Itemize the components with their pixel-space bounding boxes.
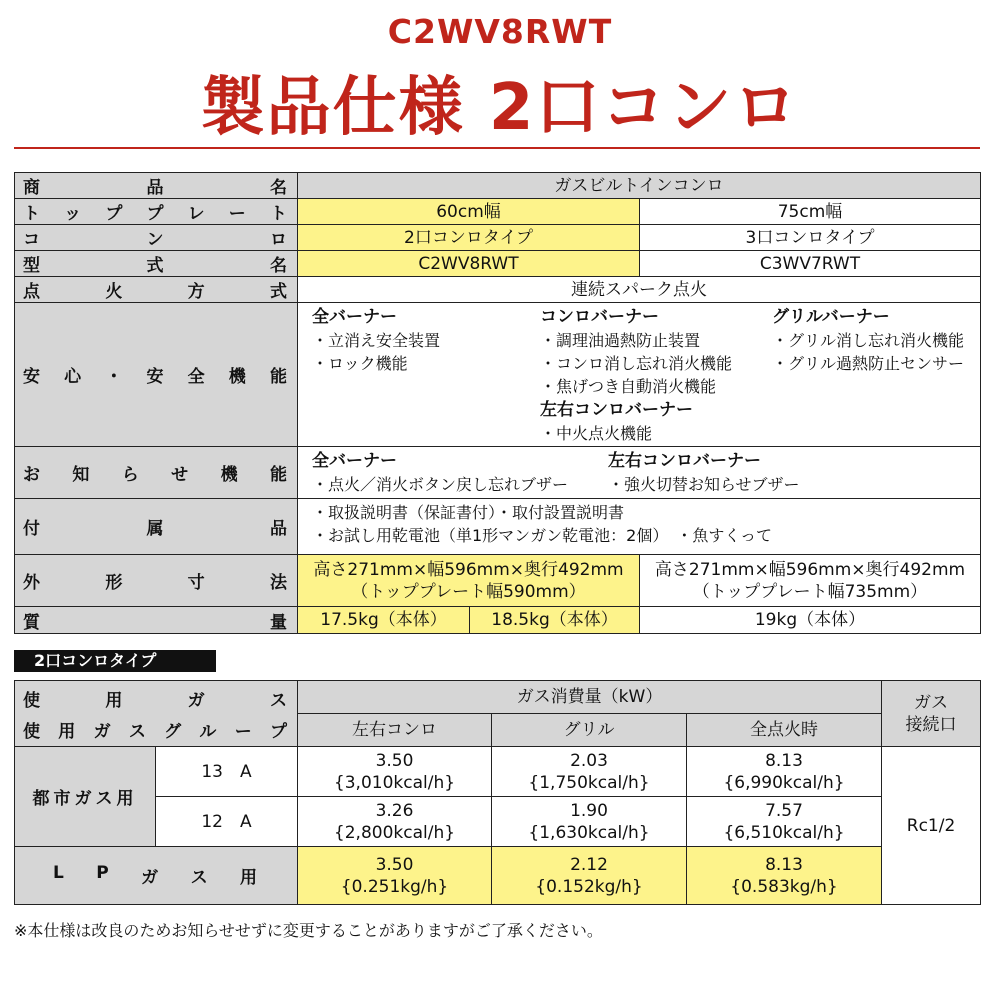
label-stove: コ ン ロ	[23, 230, 287, 250]
notice-all-item: ・点火／消火ボタン戻し忘れブザー	[312, 475, 569, 494]
row-notice	[15, 447, 981, 499]
label-weight: 質 量	[23, 612, 287, 633]
label-use-gas: 使 用 ガ ス	[23, 690, 287, 711]
label-accessory: 付 属 品	[23, 519, 287, 539]
row-dimension	[15, 555, 981, 607]
row-top-plate	[15, 199, 981, 225]
label-13a: 13 A	[156, 747, 298, 797]
spec-table	[14, 172, 981, 634]
safety-stove-item: ・調理油過熱防止装置	[540, 331, 701, 350]
value-accessory	[298, 499, 981, 555]
heading-divider	[14, 147, 980, 149]
row-ignition	[15, 277, 981, 303]
value-weight-3: 19kg（本体）	[640, 607, 981, 634]
safety-lr-item: ・中火点火機能	[540, 424, 653, 443]
value-stove-2: 2口コンロタイプ	[298, 225, 640, 251]
safety-stove-item: ・焦げつき自動消火機能	[540, 377, 717, 396]
safety-all-item: ・ロック機能	[312, 354, 408, 373]
cell-12a-total: 7.57 {6,510kcal/h}	[687, 797, 882, 847]
value-safety	[298, 303, 981, 447]
row-model	[15, 251, 981, 277]
value-weight-2: 18.5kg（本体）	[470, 607, 640, 634]
value-top-plate-75: 75cm幅	[640, 199, 981, 225]
label-safety: 安 心 ・ 安 全 機 能	[23, 367, 287, 387]
footnote: ※本仕様は改良のためお知らせせずに変更することがありますがご了承ください。	[14, 921, 603, 940]
gas-table	[14, 680, 981, 905]
row-accessory	[15, 499, 981, 555]
page-heading: 製品仕様 2口コンロ	[200, 71, 800, 145]
value-top-plate-60: 60cm幅	[298, 199, 640, 225]
header-connection: ガス 接続口	[882, 681, 981, 747]
header-grill: グリル	[492, 714, 687, 747]
label-city-gas: 都市ガス用	[15, 747, 156, 847]
label-12a: 12 A	[156, 797, 298, 847]
value-notice	[298, 447, 981, 499]
accessory-line: ・お試し用乾電池（単1形マンガン乾電池：2個） ・魚すくって	[312, 526, 773, 545]
label-gas-group: 使 用 ガ ス グ ル ー プ	[23, 721, 287, 742]
header-lr: 左右コンロ	[298, 714, 492, 747]
row-stove	[15, 225, 981, 251]
label-top-plate: ト ッ プ プ レ ー ト	[23, 204, 287, 224]
row-product-name	[15, 173, 981, 199]
label-product-name: 商 品 名	[23, 178, 287, 198]
cell-lp-lr: 3.50 {0.251kg/h}	[298, 847, 492, 905]
cell-12a-grill: 1.90 {1,630kcal/h}	[492, 797, 687, 847]
model-title: C2WV8RWT	[387, 12, 613, 51]
notice-all-title: 全バーナー	[312, 451, 397, 471]
cell-lp-grill: 2.12 {0.152kg/h}	[492, 847, 687, 905]
value-product-name: ガスビルトインコンロ	[298, 173, 981, 199]
safety-stove-title: コンロバーナー	[540, 307, 659, 327]
cell-connection: Rc1/2	[882, 747, 981, 905]
value-dimension-2: 高さ271mm×幅596mm×奥行492mm （トッププレート幅735mm）	[640, 555, 981, 607]
value-weight-1: 17.5kg（本体）	[298, 607, 470, 634]
section-tag: 2口コンロタイプ	[14, 650, 216, 672]
label-lp-gas: L P ガ ス 用	[15, 847, 298, 905]
row-weight	[15, 607, 981, 634]
value-dimension-1: 高さ271mm×幅596mm×奥行492mm （トッププレート幅590mm）	[298, 555, 640, 607]
notice-lr-item: ・強火切替お知らせブザー	[608, 475, 800, 494]
header-total: 全点火時	[687, 714, 882, 747]
cell-lp-total: 8.13 {0.583kg/h}	[687, 847, 882, 905]
cell-13a-lr: 3.50 {3,010kcal/h}	[298, 747, 492, 797]
cell-12a-lr: 3.26 {2,800kcal/h}	[298, 797, 492, 847]
notice-lr-title: 左右コンロバーナー	[608, 451, 761, 471]
label-ignition: 点 火 方 式	[23, 282, 287, 302]
value-model-2: C3WV7RWT	[640, 251, 981, 277]
safety-grill-item: ・グリル消し忘れ消火機能	[772, 331, 965, 350]
safety-grill-title: グリルバーナー	[772, 307, 890, 327]
label-notice: お 知 ら せ 機 能	[23, 465, 287, 485]
cell-13a-total: 8.13 {6,990kcal/h}	[687, 747, 882, 797]
value-stove-3: 3口コンロタイプ	[640, 225, 981, 251]
cell-13a-grill: 2.03 {1,750kcal/h}	[492, 747, 687, 797]
safety-stove-item: ・コンロ消し忘れ消火機能	[540, 354, 733, 373]
label-dimension: 外 形 寸 法	[23, 573, 287, 593]
row-safety	[15, 303, 981, 447]
accessory-line: ・取扱説明書（保証書付）・取付設置説明書	[312, 503, 625, 522]
safety-grill-item: ・グリル過熱防止センサー	[772, 354, 965, 373]
header-consumption: ガス消費量（kW）	[298, 681, 882, 714]
safety-all-item: ・立消え安全装置	[312, 331, 441, 350]
value-model-1: C2WV8RWT	[298, 251, 640, 277]
safety-lr-title: 左右コンロバーナー	[540, 400, 693, 420]
safety-all-title: 全バーナー	[312, 307, 397, 327]
value-ignition: 連続スパーク点火	[298, 277, 981, 303]
label-model: 型 式 名	[23, 256, 287, 276]
